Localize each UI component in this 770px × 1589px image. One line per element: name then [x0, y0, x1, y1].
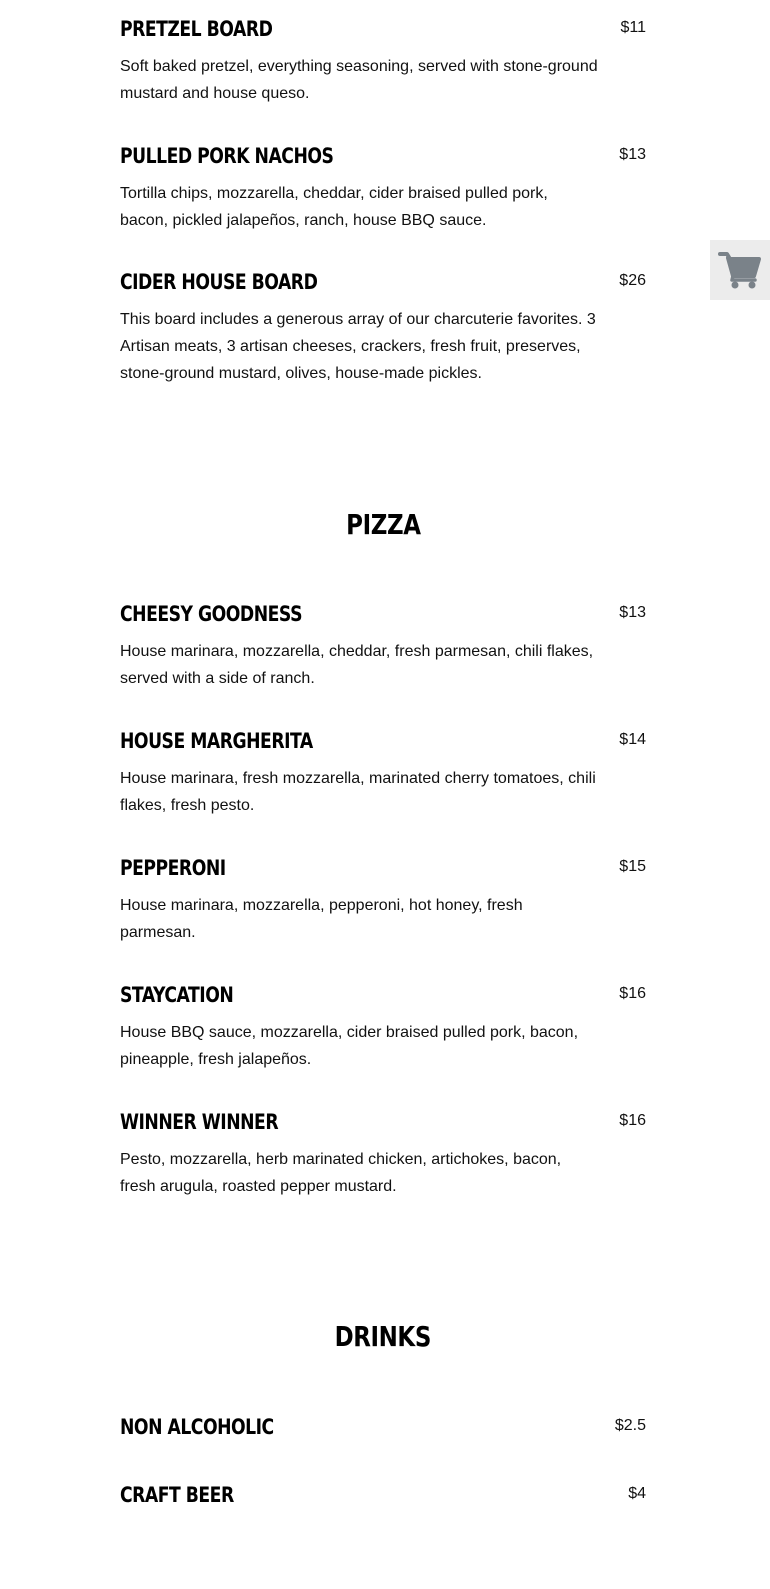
item-name: STAYCATION: [120, 983, 234, 1007]
item-price: $2.5: [614, 1417, 646, 1434]
item-name: HOUSE MARGHERITA: [120, 729, 313, 753]
item-name: CIDER HOUSE BOARD: [120, 270, 318, 294]
menu-item: [120, 141, 646, 234]
item-description: Soft baked pretzel, everything seasoning, served with stone-ground mustard and house queso.: [120, 58, 598, 102]
item-description: House marinara, mozzarella, pepperoni, hot honey, fresh parmesan.: [120, 897, 523, 941]
item-price: $26: [619, 272, 646, 289]
menu-item: [120, 853, 646, 946]
item-price: $16: [619, 985, 646, 1002]
item-price: $4: [628, 1485, 646, 1502]
menu-item: [120, 14, 646, 107]
shopping-cart-icon: [718, 250, 762, 290]
menu-item: [120, 1107, 646, 1200]
item-price: $13: [619, 604, 646, 621]
item-price: $15: [619, 858, 646, 875]
menu-item: [120, 980, 646, 1073]
menu-item: [120, 599, 646, 692]
item-name: WINNER WINNER: [120, 1110, 279, 1134]
item-price: $13: [619, 146, 646, 163]
menu-item: [120, 1412, 646, 1442]
item-name: PULLED PORK NACHOS: [120, 144, 334, 168]
item-name: CHEESY GOODNESS: [120, 602, 302, 626]
item-description: Pesto, mozzarella, herb marinated chicken, artichokes, bacon, fresh arugula, roasted pepper mustard.: [120, 1151, 562, 1195]
item-description: Tortilla chips, mozzarella, cheddar, cider braised pulled pork, bacon, pickled jalapeños, ranch, house BBQ sauce.: [120, 185, 548, 229]
item-name: NON ALCOHOLIC: [120, 1415, 274, 1439]
section-title-drinks: DRINKS: [334, 1320, 432, 1353]
menu-item: [120, 267, 646, 387]
item-description: House BBQ sauce, mozzarella, cider braised pulled pork, bacon, pineapple, fresh jalapeños.: [120, 1024, 579, 1068]
item-description: House marinara, fresh mozzarella, marinated cherry tomatoes, chili flakes, fresh pesto.: [120, 770, 596, 814]
item-price: $14: [619, 731, 646, 748]
item-name: PRETZEL BOARD: [120, 17, 273, 41]
item-name: CRAFT BEER: [120, 1483, 234, 1507]
cart-button[interactable]: [710, 240, 770, 300]
section-title-pizza: PIZZA: [345, 508, 421, 541]
item-price: $16: [619, 1112, 646, 1129]
item-price: $11: [620, 19, 646, 36]
item-description: This board includes a generous array of our charcuterie favorites. 3 Artisan meats, 3 artisan cheeses, crackers, fresh fruit, preserves, stone-ground mustard, olives, house-made pickles.: [120, 311, 596, 382]
item-name: PEPPERONI: [120, 856, 226, 880]
menu-item: [120, 726, 646, 819]
menu-item: [120, 1480, 646, 1510]
item-description: House marinara, mozzarella, cheddar, fresh parmesan, chili flakes, served with a side of ranch.: [120, 643, 594, 687]
